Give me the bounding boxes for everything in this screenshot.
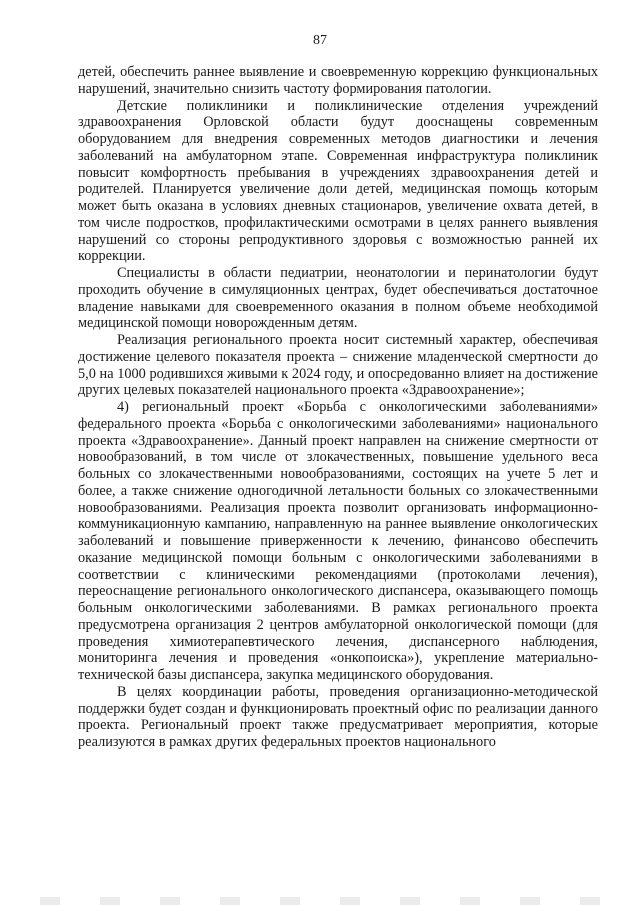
scan-edge-artifact xyxy=(0,897,640,905)
body-text xyxy=(78,64,598,751)
page-number: 87 xyxy=(313,33,327,48)
paragraph-6: В целях координации работы, проведения организационно-методической поддержки будет создан и функционировать проектный офис по реализации данного проекта. Региональный проект также предусматривает мероприятия, которые реализуются в рамках других федеральных проектов национального xyxy=(78,683,598,750)
paragraph-3: Специалисты в области педиатрии, неонатологии и перинатологии будут проходить обучение в симуляционных центрах, будет обеспечиваться достаточное владение навыками для своевременного оказания в полном объеме необходимой медицинской помощи новорожденным детям. xyxy=(78,265,598,332)
paragraph-1-continued: детей, обеспечить раннее выявление и своевременную коррекцию функциональных нарушений, значительно снизить частоту формирования патологии. xyxy=(78,64,598,97)
paragraph-5: 4) региональный проект «Борьба с онкологическими заболеваниями» федерального проекта «Борьба с онкологическими заболеваниями» национального проекта «Здравоохранение». Данный проект направлен на снижение смертности от новообразований, в том числе от злокачественных, повышение удельного веса больных со злокачественными новообразованиями, состоящих на учете 5 лет и более, а также снижение одногодичной летальности больных со злокачественными новообразованиями. Реализация проекта позволит организовать информационно-коммуникационную кампанию, направленную на раннее выявление онкологических заболеваний и повышение приверженности к лечению, финансово обеспечить оказание медицинской помощи больным с онкологическими заболеваниями в соответствии с клиническими рекомендациями (протоколами лечения), переоснащение регионального онкологического диспансера, оказывающего помощь больным онкологическими заболеваниями. В рамках регионального проекта предусмотрена организация 2 центров амбулаторной онкологической помощи (для проведения химиотерапевтического лечения, диспансерного наблюдения, мониторинга лечения и проведения «онкопоиска»), укрепление материально-технической базы диспансера, закупка медицинского оборудования. xyxy=(78,399,598,683)
paragraph-2: Детские поликлиники и поликлинические отделения учреждений здравоохранения Орловской области будут дооснащены современным оборудованием для внедрения современных методов диагностики и лечения заболеваний на амбулаторном этапе. Современная инфраструктура поликлиник повысит комфортность пребывания в учреждениях здравоохранения детей и родителей. Планируется увеличение доли детей, медицинская помощь которым может быть оказана в условиях дневных стационаров, увеличение охвата детей, в том числе подростков, профилактическими осмотрами в целях раннего выявления нарушений со стороны репродуктивного здоровья с возможностью ранней их коррекции. xyxy=(78,97,598,265)
paragraph-4: Реализация регионального проекта носит системный характер, обеспечивая достижение целевого показателя проекта – снижение младенческой смертности до 5,0 на 1000 родившихся живыми к 2024 году, и опосредованно влияет на достижение других целевых показателей национального проекта «Здравоохранение»; xyxy=(78,332,598,399)
